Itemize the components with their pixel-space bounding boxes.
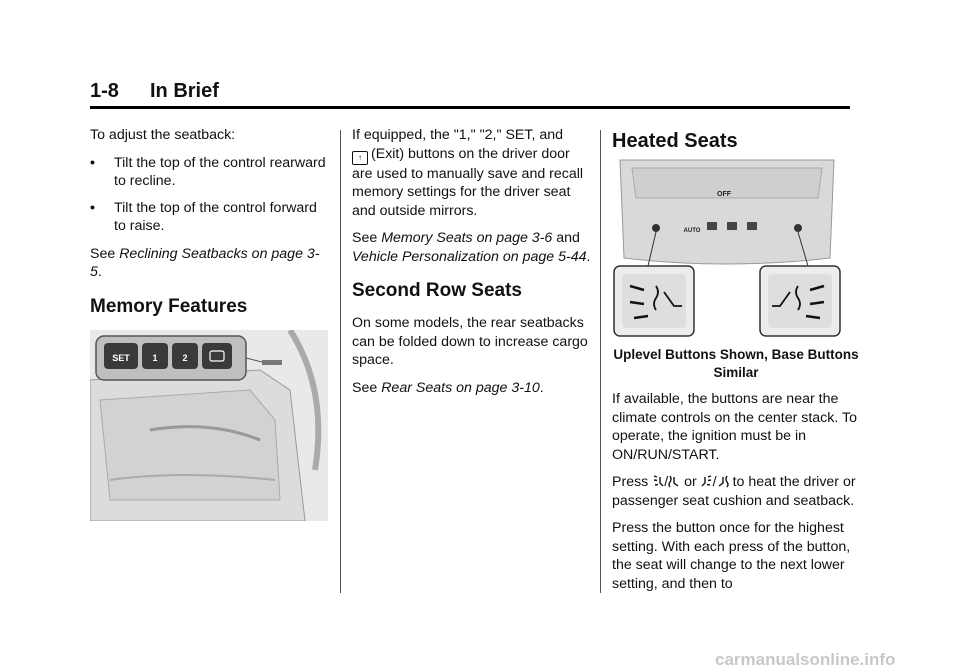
seatback-steps	[90, 154, 330, 236]
heated-seats-heading: Heated Seats	[612, 130, 738, 152]
rear-seats-reference: See Rear Seats on page 3-10.	[352, 379, 544, 396]
rear-seats-link[interactable]: Rear Seats on page 3-10	[381, 379, 540, 396]
heated-seat-controls-illustration	[612, 158, 842, 340]
svg-text:1: 1	[152, 352, 158, 363]
watermark: carmanualsonline.info	[715, 650, 896, 669]
bullet-icon: •	[90, 154, 95, 171]
heated-seats-location-paragraph: If available, the buttons are near the climate controls on the center stack. To operate, the ignition must be in ON/RUN/START.	[612, 391, 857, 463]
memory-seats-link[interactable]: Memory Seats on page 3-6	[381, 230, 553, 246]
memory-see-reference: See Memory Seats on page 3-6 and Vehicle Personalization on page 5-44.	[352, 230, 591, 265]
column-divider	[600, 130, 601, 593]
exit-icon: ↑	[352, 151, 368, 165]
memory-features-heading: Memory Features	[90, 295, 248, 317]
svg-text:OFF: OFF	[717, 191, 731, 198]
driver-heated-seat-button	[614, 266, 694, 336]
passenger-heated-seatback-icon	[717, 475, 729, 488]
memory-button-exit	[202, 343, 232, 369]
svg-text:AUTO: AUTO	[683, 228, 701, 234]
seatback-step: • Tilt the top of the control rearward to recline.	[90, 154, 326, 189]
svg-text:2: 2	[182, 352, 188, 363]
bullet-icon: •	[90, 199, 95, 216]
column-divider	[340, 130, 341, 593]
column-3	[612, 122, 860, 602]
heated-seats-settings-paragraph: Press the button once for the highest setting. With each press of the button, the seat will change to the next lower setting, and then to	[612, 520, 851, 592]
memory-button-2	[172, 343, 198, 369]
see-reference: See Reclining Seatbacks on page 3-5.	[90, 245, 320, 280]
column-2	[352, 126, 592, 406]
reclining-link[interactable]: Reclining Seatbacks on page 3-5	[90, 245, 320, 280]
vehicle-personalization-link[interactable]: Vehicle Personalization on page 5-44	[352, 248, 587, 265]
seatback-intro: To adjust the seatback:	[90, 127, 236, 143]
seatback-step: • Tilt the top of the control forward to raise.	[90, 199, 317, 234]
second-row-paragraph: On some models, the rear seatbacks can be folded down to increase cargo space.	[352, 315, 588, 368]
column-1	[90, 126, 330, 521]
memory-button-1	[142, 343, 168, 369]
passenger-heated-seat-button	[760, 266, 840, 336]
heated-seats-press-paragraph: Press / or / to heat the driver or passenger seat cushion and seatback.	[612, 474, 856, 509]
page-number: 1-8	[90, 80, 119, 102]
figure-caption: Uplevel Buttons Shown, Base Buttons Similar	[613, 347, 859, 380]
second-row-seats-heading: Second Row Seats	[352, 280, 522, 301]
driver-door-memory-illustration	[90, 330, 328, 521]
driver-heated-seat-icon	[652, 475, 664, 488]
page-header	[90, 80, 850, 106]
header-rule	[90, 106, 850, 109]
section-title: In Brief	[150, 80, 219, 102]
svg-text:SET: SET	[112, 352, 130, 363]
memory-buttons-paragraph: If equipped, the "1," "2," SET, and ↑ (Exit) buttons on the driver door are used to manually save and recall memory settings for the driver seat and outside mirrors.	[352, 127, 584, 219]
memory-button-set	[104, 343, 138, 369]
driver-heated-seatback-icon	[668, 475, 680, 488]
passenger-heated-seat-icon	[701, 475, 713, 488]
